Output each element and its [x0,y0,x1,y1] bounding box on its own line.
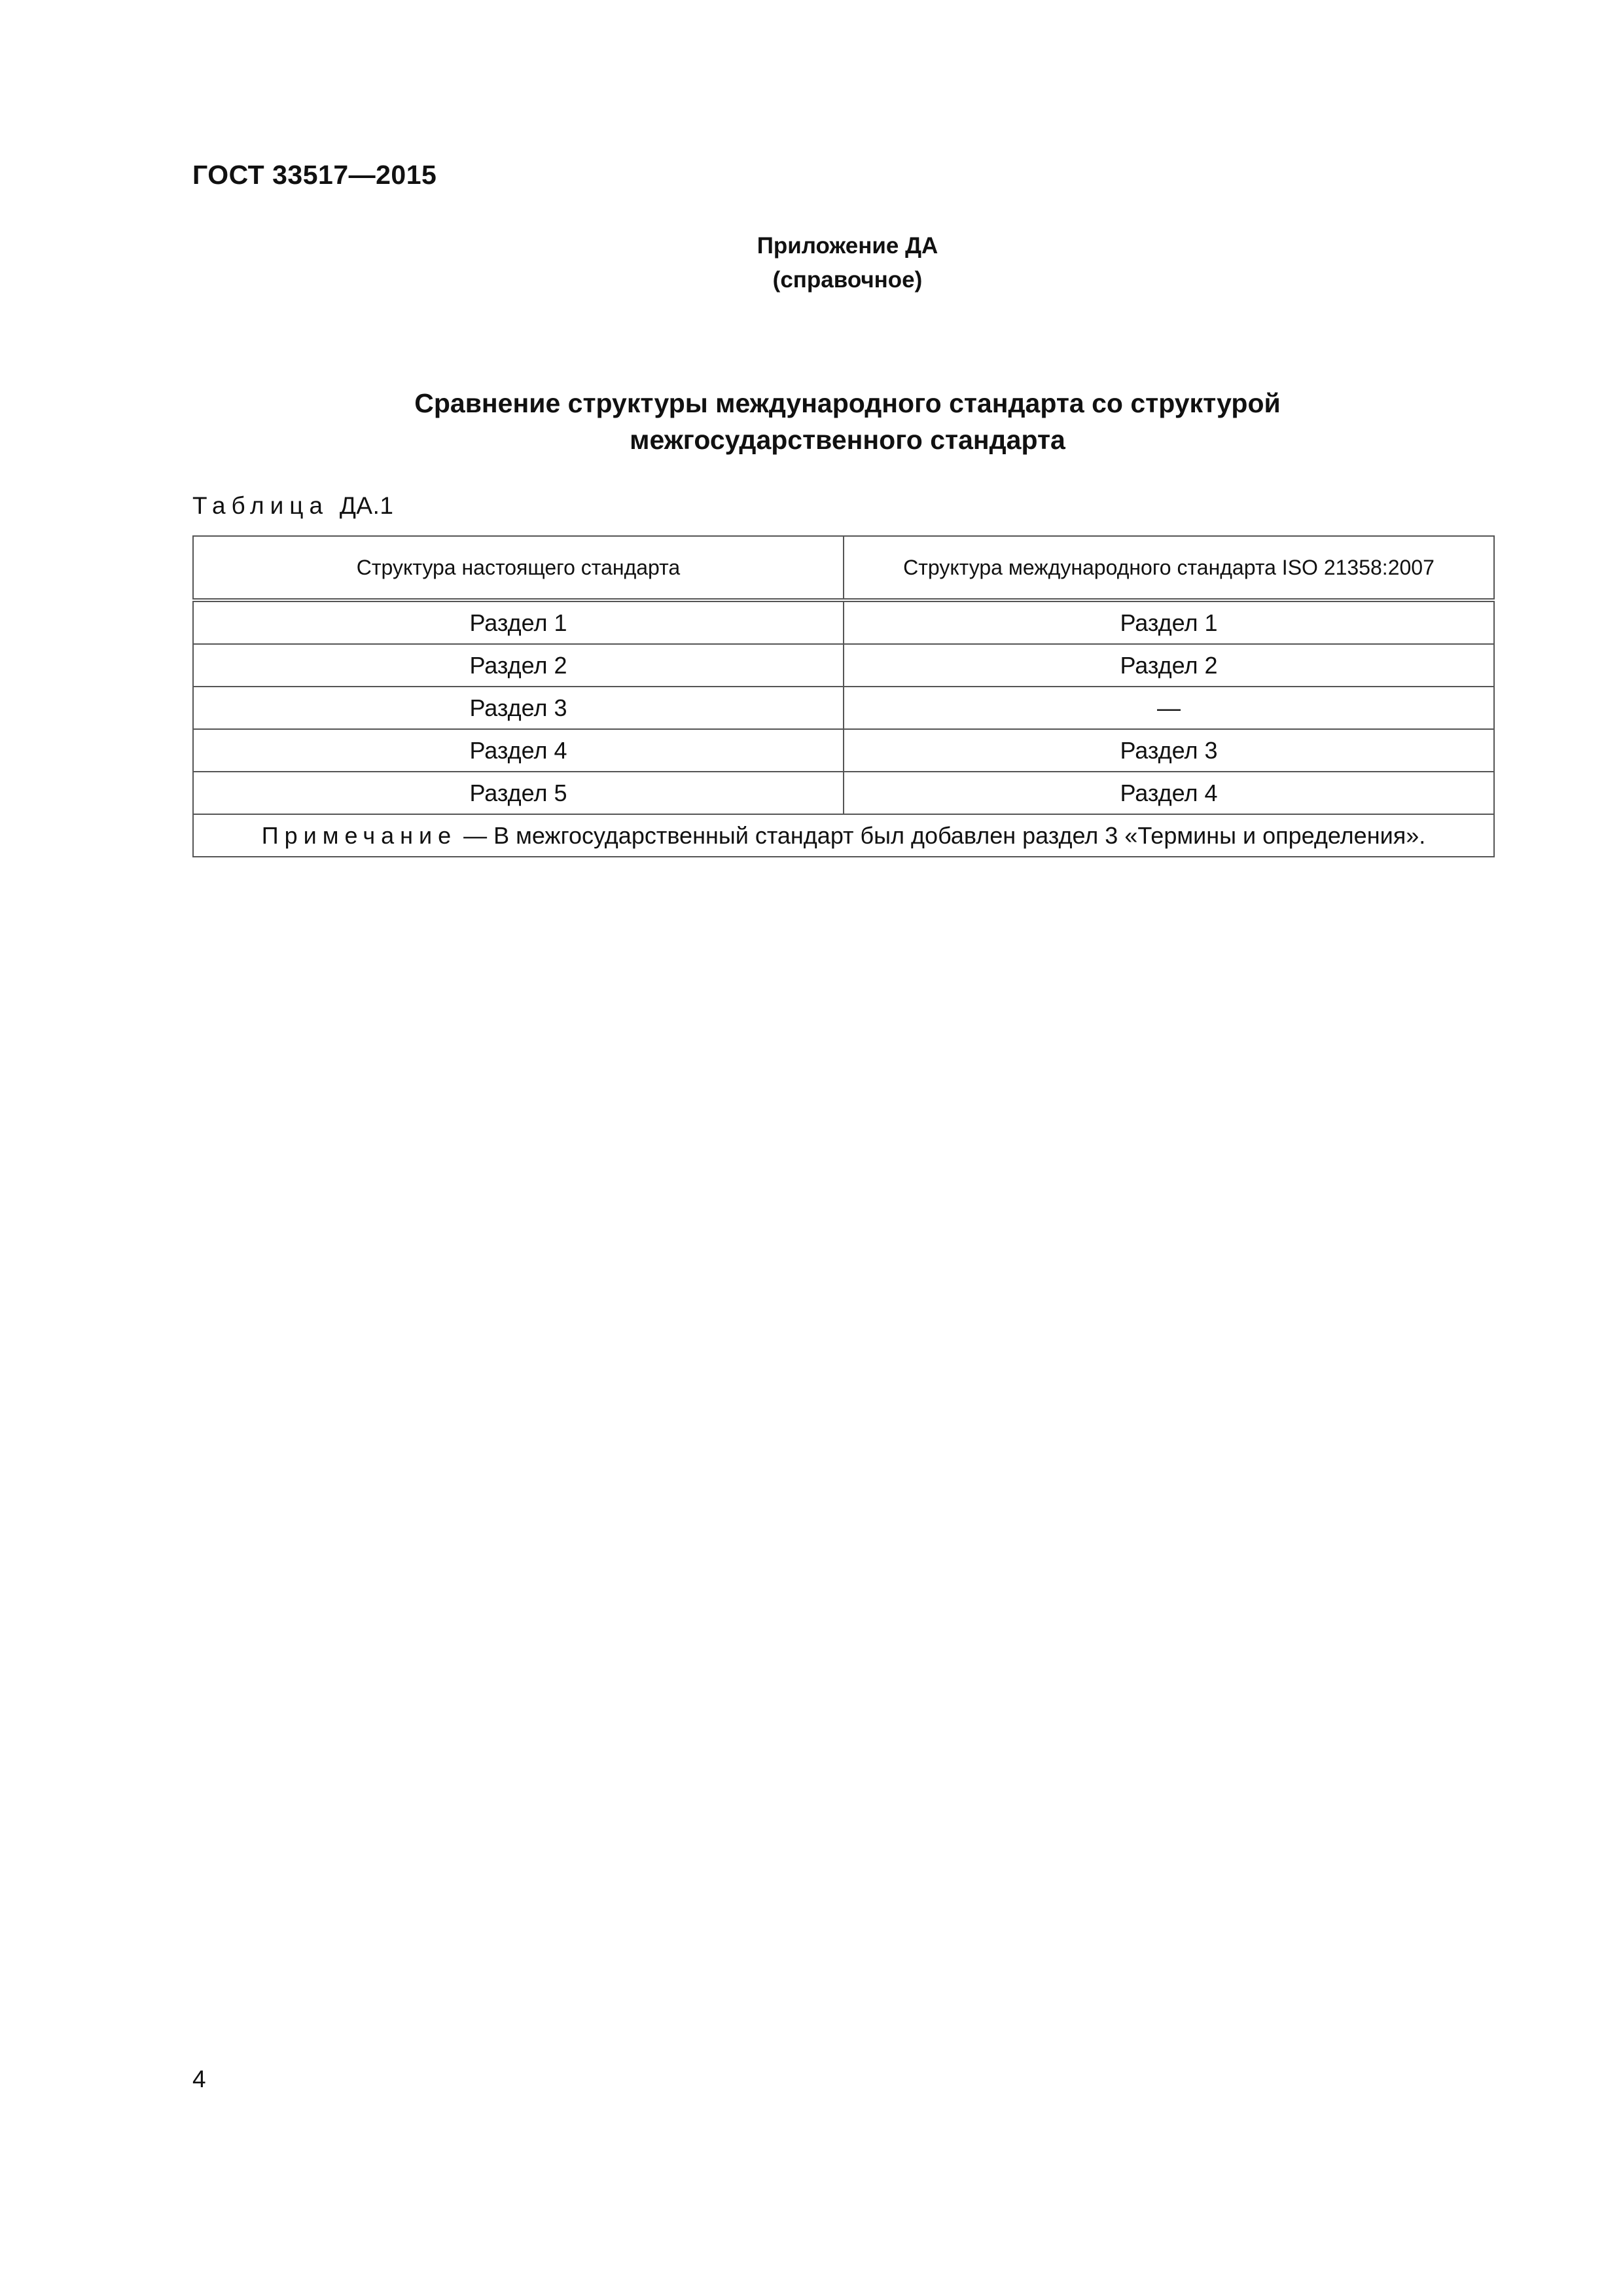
column-header-national: Структура настоящего стандарта [193,536,844,600]
page-number: 4 [192,2066,206,2092]
table-row [193,729,1494,772]
table-cell: Раздел 1 [193,600,844,644]
note-label: Примечание [261,821,457,849]
structure-comparison-table [192,535,1495,857]
table-cell: Раздел 3 [844,729,1494,772]
table-cell: Раздел 1 [844,600,1494,644]
table-row [193,687,1494,729]
table-caption-label: Таблица [192,492,329,519]
section-title-line-1: Сравнение структуры международного стандарта со структурой [414,388,1281,418]
section-title-line-2: межгосударственного стандарта [630,425,1065,455]
table-cell: Раздел 2 [844,644,1494,687]
document-id: ГОСТ 33517—2015 [192,160,437,190]
table-note [193,814,1494,857]
table-cell: Раздел 4 [844,772,1494,814]
column-header-international: Структура международного стандарта ISO 21358:2007 [844,536,1494,600]
appendix-title: Приложение ДА [757,233,938,259]
note-text: — В межгосударственный стандарт был добавлен раздел 3 «Термины и определения». [463,821,1426,849]
table-note-row [193,814,1494,857]
table-row [193,644,1494,687]
table-row [193,772,1494,814]
section-title [0,385,1623,458]
table-cell: Раздел 2 [193,644,844,687]
table-cell: Раздел 4 [193,729,844,772]
appendix-heading [0,229,1623,297]
table-caption-number: ДА.1 [339,492,394,519]
table-cell: — [844,687,1494,729]
table-header-row [193,536,1494,600]
table-cell: Раздел 5 [193,772,844,814]
table-cell: Раздел 3 [193,687,844,729]
table-row [193,600,1494,644]
appendix-subtitle: (справочное) [772,267,923,293]
table-caption [192,492,393,520]
